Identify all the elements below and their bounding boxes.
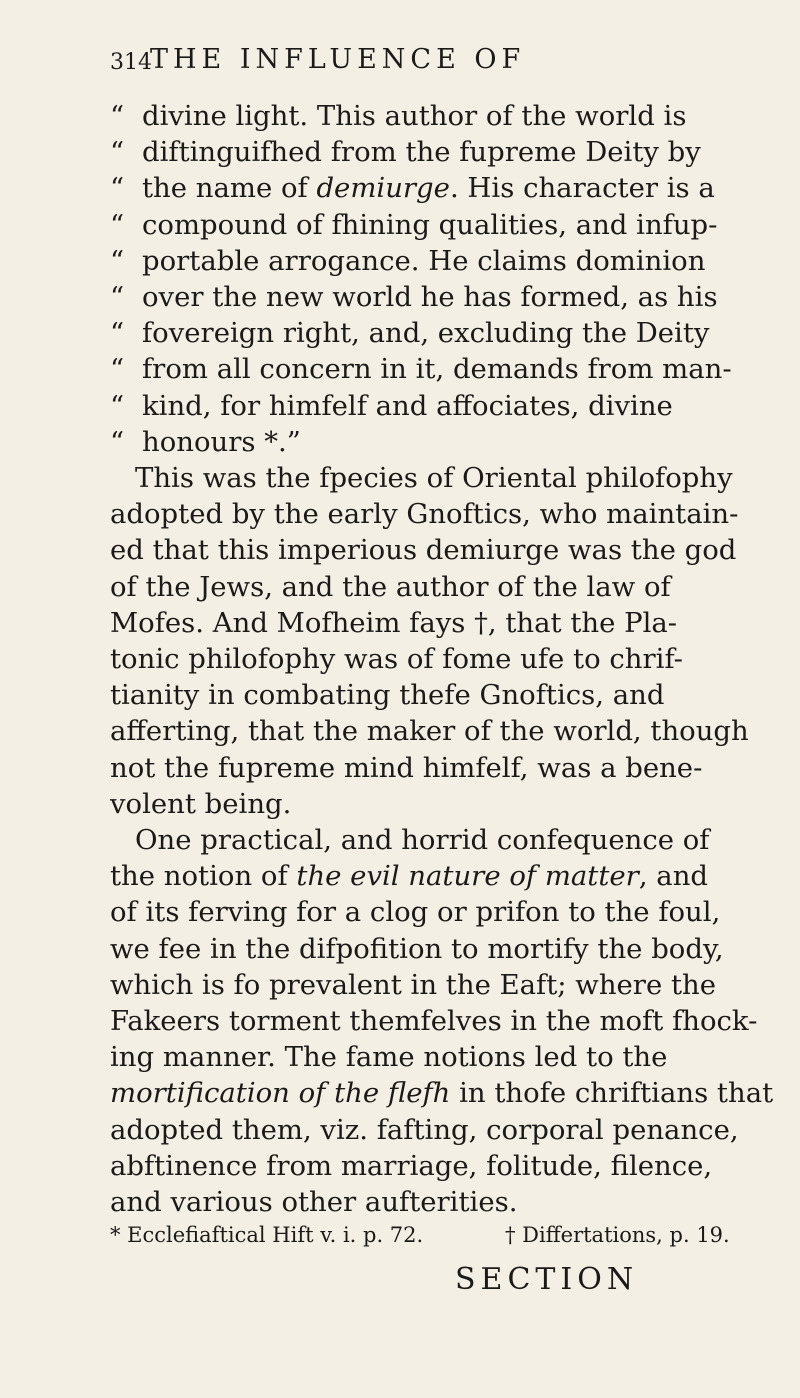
page-header (110, 44, 690, 84)
line-text: afferting, that the maker of the world, though (110, 715, 749, 748)
text-line (110, 170, 715, 206)
running-head: THE INFLUENCE OF (150, 44, 526, 75)
line-text: One practical, and horrid confequence of (135, 824, 710, 856)
line-text: portable arrogance. He claims dominion (142, 244, 706, 277)
text-line (110, 967, 717, 1003)
quote-mark: “ (110, 281, 125, 313)
quote-mark: “ (110, 389, 125, 422)
footnote-1: * Ecclefiaftical Hift v. i. p. 72. (110, 1223, 424, 1247)
text-line (110, 677, 685, 713)
text-line (110, 858, 709, 894)
line-text: and various other aufterities. (110, 1186, 518, 1218)
text-line (110, 134, 701, 170)
line-text: we fee in the difpofition to mortify the body, (110, 932, 724, 965)
line-text: the name of (142, 172, 317, 205)
text-line (110, 931, 724, 967)
line-text-tail: in thofe chriftians that (450, 1077, 774, 1110)
line-text-tail: , and (638, 860, 709, 893)
text-line (110, 1184, 685, 1220)
text-line (110, 1075, 774, 1111)
quote-mark: “ (110, 208, 125, 241)
line-text: kind, for himfelf and affociates, divine (142, 389, 673, 422)
line-text: compound of fhining qualities, and infup- (142, 208, 718, 241)
line-text: abftinence from marriage, folitude, filence, (110, 1149, 713, 1182)
text-line (110, 532, 737, 568)
line-text: not the fupreme mind himfelf, was a bene- (110, 751, 703, 784)
text-line (110, 243, 706, 279)
italic-text: demiurge (316, 172, 450, 205)
text-line (110, 388, 685, 424)
line-text: ing manner. The fame notions led to the (110, 1041, 668, 1074)
line-text: adopted them, viz. fafting, corporal penance, (110, 1113, 739, 1146)
text-line (110, 1112, 739, 1148)
line-text: from all concern in it, demands from man- (142, 353, 732, 386)
quote-mark: “ (110, 353, 125, 386)
quote-mark: “ (110, 100, 125, 132)
italic-text: the evil nature of matter (296, 860, 639, 893)
text-line (110, 315, 710, 351)
text-line (110, 1039, 685, 1075)
line-text: over the new world he has formed, as his (142, 281, 718, 313)
italic-text: mortification of the flefh (110, 1077, 451, 1110)
text-line (110, 786, 685, 822)
line-text: diftinguifhed from the fupreme Deity by (142, 136, 701, 169)
text-line (110, 496, 739, 532)
quote-mark: “ (110, 244, 125, 277)
line-text: divine light. This author of the world is (142, 100, 687, 132)
line-text: volent being. (110, 787, 292, 820)
quote-mark: “ (110, 136, 125, 169)
text-line (110, 1148, 713, 1184)
text-line (110, 1003, 758, 1039)
line-text: of its ferving for a clog or prifon to the foul, (110, 896, 721, 929)
text-line (110, 351, 732, 387)
line-text: Fakeers torment themfelves in the moft fhock- (110, 1005, 758, 1037)
text-line (110, 822, 710, 858)
text-line (110, 605, 685, 641)
quote-mark: “ (110, 172, 125, 205)
catchword: SECTION (455, 1262, 639, 1297)
footnotes (110, 1220, 730, 1250)
text-line (110, 894, 721, 930)
text-line (110, 569, 685, 605)
line-text: fovereign right, and, excluding the Deity (142, 317, 710, 350)
text-line (110, 750, 703, 786)
line-text: the notion of (110, 860, 297, 893)
text-line (110, 641, 685, 677)
line-text: tonic philofophy was of fome ufe to chrif- (110, 643, 683, 675)
line-text: ed that this imperious demiurge was the god (110, 534, 737, 567)
line-text: honours *.” (142, 425, 301, 458)
line-text: adopted by the early Gnoftics, who maintain- (110, 498, 739, 531)
line-text-tail: . His character is a (449, 172, 715, 205)
text-line (110, 207, 718, 243)
text-line (110, 424, 685, 460)
text-line (110, 98, 685, 134)
line-text: tianity in combating thefe Gnoftics, and (110, 679, 665, 712)
quote-mark: “ (110, 317, 125, 350)
quote-mark: “ (110, 425, 125, 458)
line-text: Mofes. And Mofheim fays †, that the Pla- (110, 606, 678, 639)
text-line (110, 460, 733, 496)
line-text: which is fo prevalent in the Eaft; where the (110, 968, 717, 1001)
page-number: 314 (110, 50, 152, 75)
line-text: of the Jews, and the author of the law of (110, 570, 671, 603)
footnote-2: † Differtations, p. 19. (505, 1223, 730, 1247)
text-line (110, 279, 718, 315)
text-line (110, 713, 749, 749)
line-text: This was the fpecies of Oriental philofophy (135, 462, 733, 494)
